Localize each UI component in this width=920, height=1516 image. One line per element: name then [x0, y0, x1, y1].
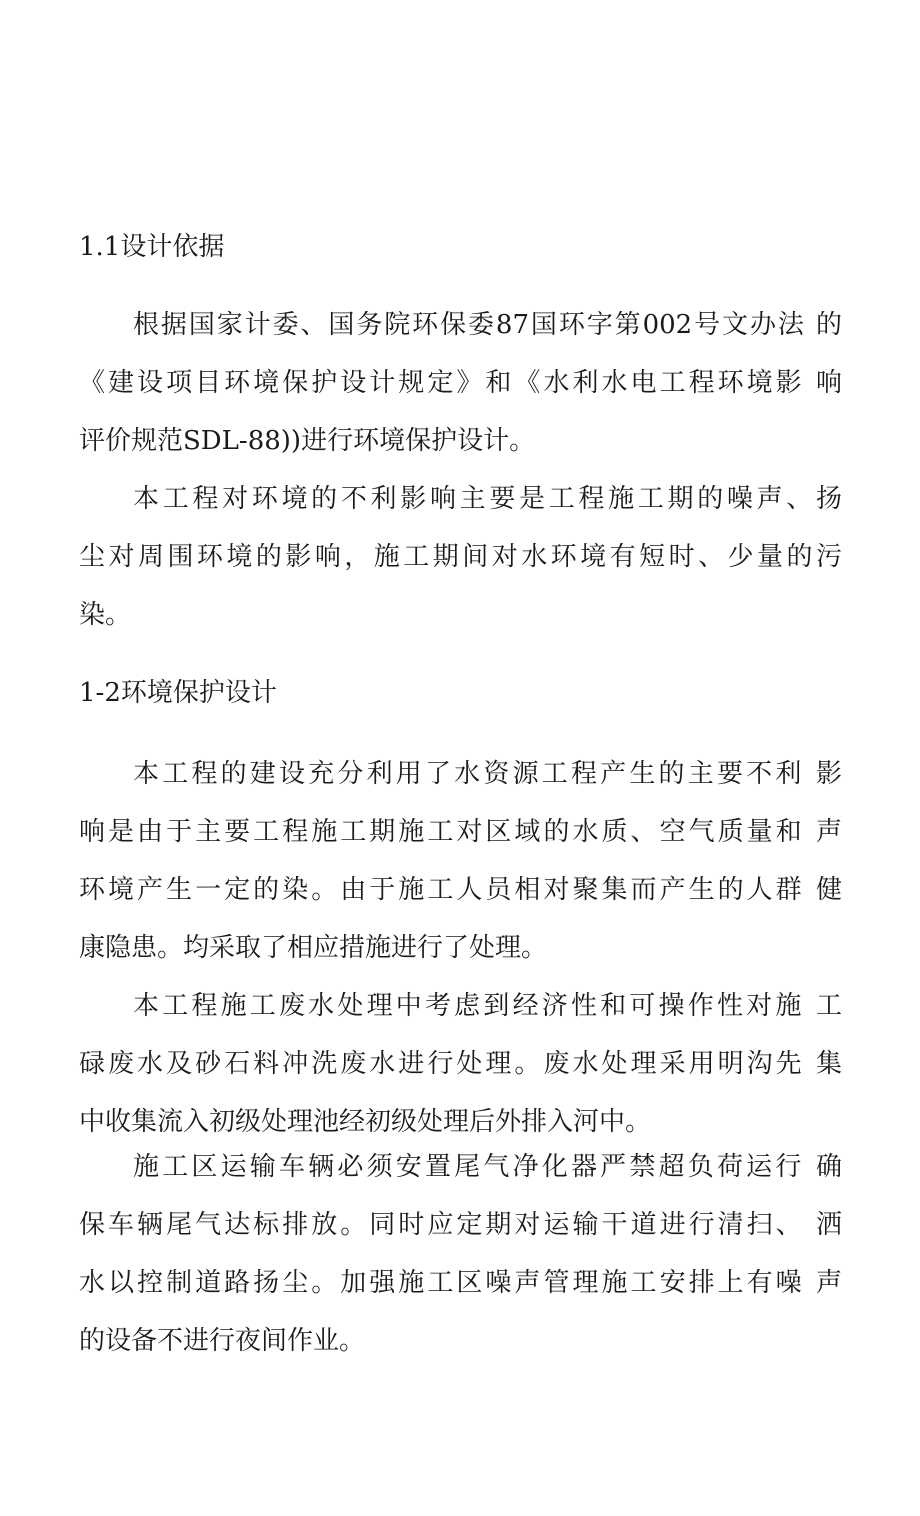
- paragraph-line: 碌废水及砂石料冲洗废水进行处理。废水处理采用明沟先 集: [79, 1049, 842, 1079]
- paragraph-line: 本工程对环境的不利影响主要是工程施工期的噪声、扬: [133, 484, 842, 514]
- paragraph-line: 染。: [79, 600, 132, 630]
- paragraph-line: 环境产生一定的染。由于施工人员相对聚集而产生的人群 健: [79, 875, 842, 905]
- paragraph-line: 中收集流入初级处理池经初级处理后外排入河中。: [79, 1107, 652, 1137]
- paragraph-line: 响是由于主要工程施工期施工对区域的水质、空气质量和 声: [79, 817, 842, 847]
- paragraph-line: 根据国家计委、国务院环保委87国环字第002号文办法 的: [133, 310, 842, 340]
- paragraph-line: 的设备不进行夜间作业。: [79, 1326, 366, 1356]
- paragraph-line: 康隐患。均采取了相应措施进行了处理。: [79, 933, 548, 963]
- paragraph-line: 施工区运输车辆必须安置尾气净化器严禁超负荷运行 确: [133, 1152, 842, 1182]
- paragraph-line: 本工程施工废水处理中考虑到经济性和可操作性对施 工: [133, 991, 842, 1021]
- paragraph-line: 《建设项目环境保护设计规定》和《水利水电工程环境影 响: [79, 368, 842, 398]
- section-heading-1-2: 1-2环境保护设计: [79, 678, 277, 708]
- paragraph-line: 评价规范SDL-88))进行环境保护设计。: [79, 426, 536, 456]
- paragraph-line: 保车辆尾气达标排放。同时应定期对运输干道进行清扫、 洒: [79, 1210, 842, 1240]
- paragraph-line: 水以控制道路扬尘。加强施工区噪声管理施工安排上有噪 声: [79, 1268, 842, 1298]
- section-heading-1-1: 1.1设计依据: [79, 232, 225, 262]
- paragraph-line: 尘对周围环境的影响，施工期间对水环境有短时、少量的污: [79, 542, 842, 572]
- paragraph-line: 本工程的建设充分利用了水资源工程产生的主要不利 影: [133, 759, 842, 789]
